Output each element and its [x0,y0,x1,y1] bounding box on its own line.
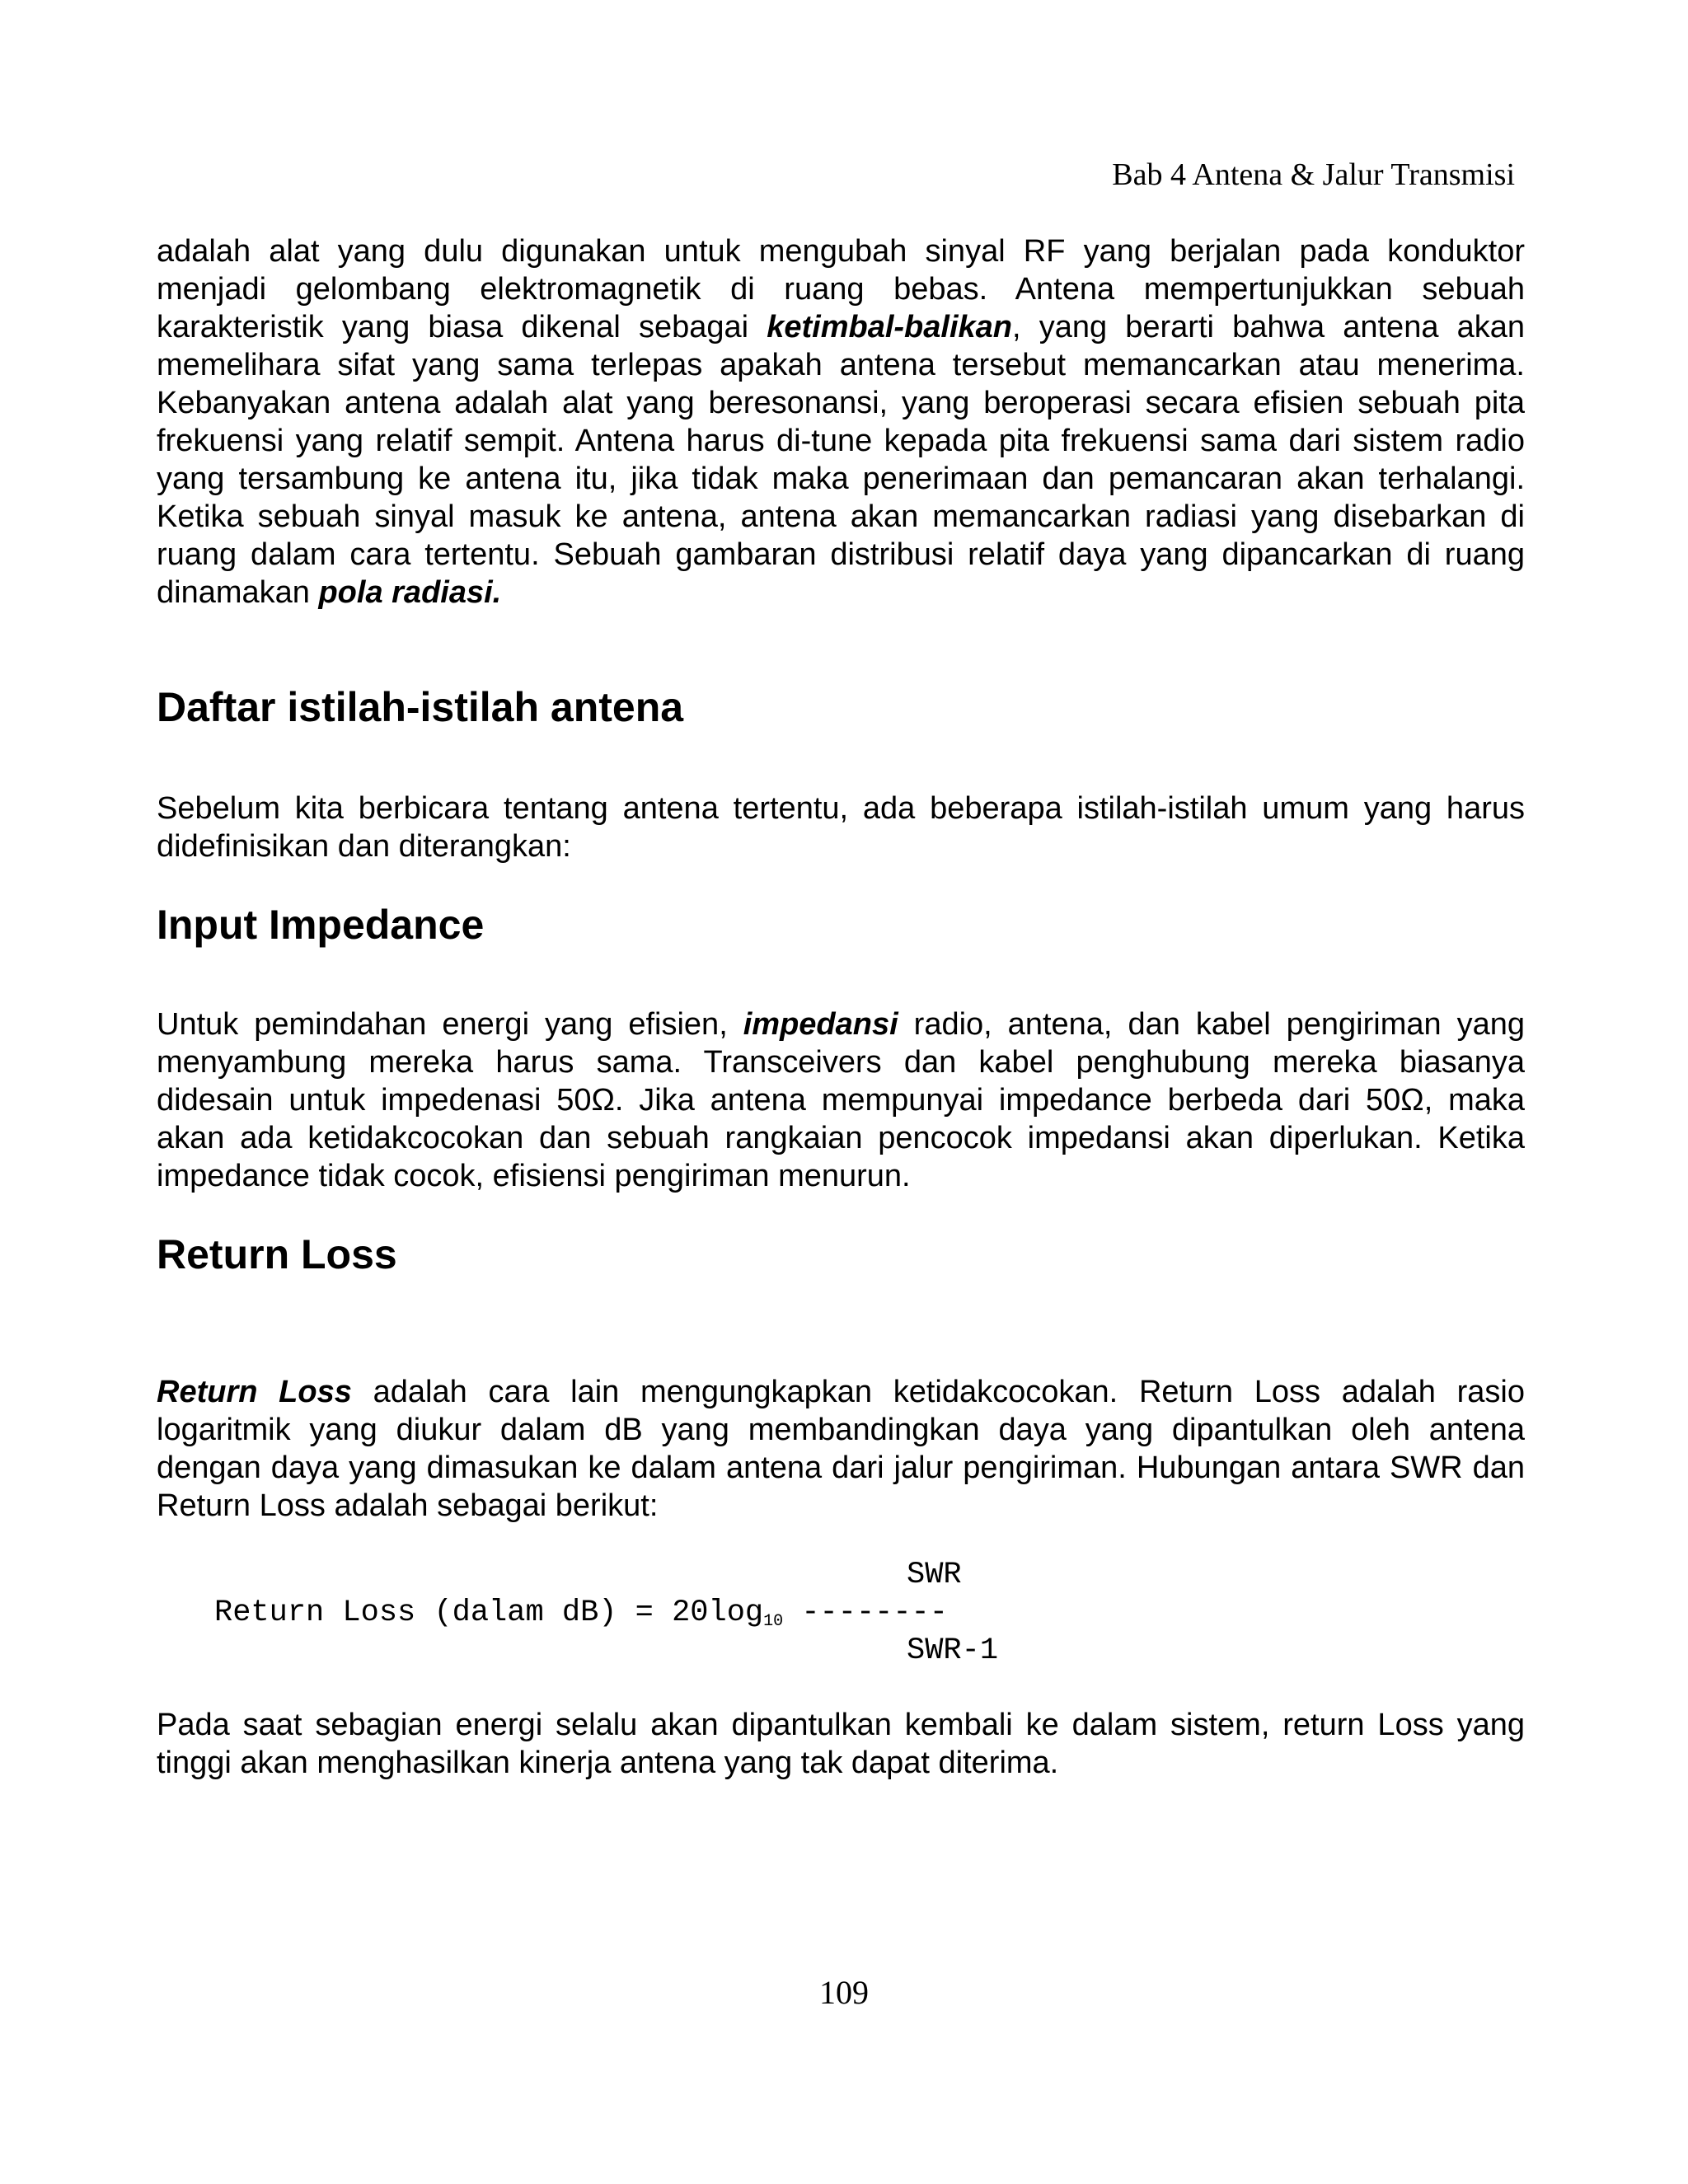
formula-fraction-bar: -------- [783,1596,948,1630]
formula-expression: Return Loss (dalam dB) = 20log [214,1596,764,1630]
main-content [157,232,1525,1782]
emphasis-ketimbal-balikan: ketimbal-balikan [767,310,1012,344]
heading-input-impedance: Input Impedance [157,902,485,948]
paragraph-text: radio, antena, dan kabel pengiriman yang menyambung mereka harus sama. Transceivers dan kabel penghubung mereka biasanya didesain untuk impedenasi 50Ω. Jika antena mempunyai impedance berbeda dari 50Ω, maka akan ada ketidakcocokan dan sebuah rangkaian pencocok impedansi akan diperlukan. Ketika impedance tidak cocok, efisiensi pengiriman menurun. [157,1007,1525,1193]
formula-denominator: SWR-1 [907,1633,999,1668]
formula-subscript: 10 [763,1612,784,1631]
paragraph-return-loss [157,1373,1525,1525]
page-number: 109 [819,1974,869,2011]
paragraph-intro-terms: Sebelum kita berbicara tentang antena tertentu, ada beberapa istilah-istilah umum yang harus didefinisikan dan diterangkan: [157,791,1525,864]
paragraph-input-impedance [157,1005,1525,1195]
paragraph-return-loss-conclusion: Pada saat sebagian energi selalu akan dipantulkan kembali ke dalam sistem, return Loss yang tinggi akan menghasilkan kinerja antena yang tak dapat diterima. [157,1708,1525,1780]
paragraph-text: Untuk pemindahan energi yang efisien, [157,1007,743,1042]
return-loss-formula [157,1556,1525,1676]
emphasis-pola-radiasi: pola radiasi. [318,575,502,610]
paragraph-text: , yang berarti bahwa antena akan memelihara sifat yang sama terlepas apakah antena tersebut memancarkan atau menerima. Kebanyakan antena adalah alat yang beresonansi, yang beroperasi secara efisien sebuah pita frekuensi yang relatif sempit. Antena harus di-tune kepada pita frekuensi sama dari sistem radio yang tersambung ke antena itu, jika tidak maka penerimaan dan pemancaran akan terhalangi. Ketika sebuah sinyal masuk ke antena, antena akan memancarkan radiasi yang disebarkan di ruang dalam cara tertentu. Sebuah gambaran distribusi relatif daya yang dipancarkan di ruang dinamakan [157,310,1526,610]
paragraph-antenna-definition [157,232,1525,612]
emphasis-return-loss: Return Loss [157,1375,352,1409]
emphasis-impedansi: impedansi [743,1007,898,1042]
formula-left-side [214,1594,948,1641]
running-header: Bab 4 Antena & Jalur Transmisi [1112,157,1515,192]
paragraph-text: adalah cara lain mengungkapkan ketidakcocokan. Return Loss adalah rasio logaritmik yang diukur dalam dB yang membandingkan daya yang dipantulkan oleh antena dengan daya yang dimasukan ke dalam antena dari jalur pengiriman. Hubungan antara SWR dan Return Loss adalah sebagai berikut: [157,1375,1525,1523]
formula-numerator: SWR [907,1558,962,1592]
heading-daftar-istilah: Daftar istilah-istilah antena [157,684,684,730]
heading-return-loss: Return Loss [157,1231,397,1277]
paragraph-text: adalah alat yang dulu digunakan untuk mengubah sinyal RF yang berjalan pada konduktor menjadi gelombang elektromagnetik di ruang bebas. Antena mempertunjukkan sebuah karakteristik yang biasa dikenal sebagai [157,234,1525,344]
